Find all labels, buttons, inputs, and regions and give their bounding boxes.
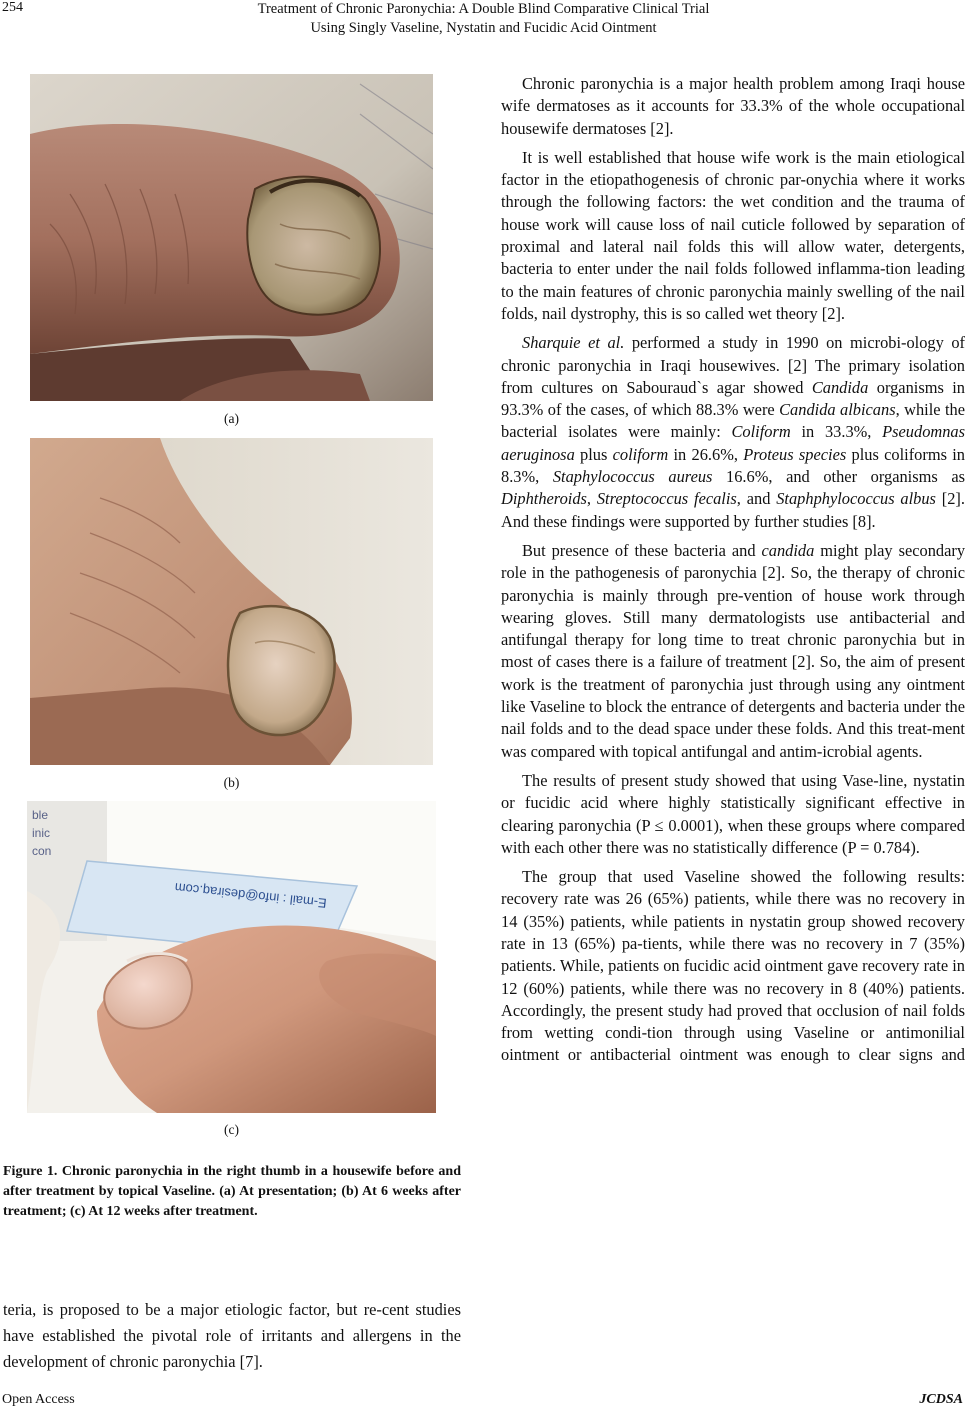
paragraph-3-text: plus	[574, 444, 613, 464]
organism-name: Staphylococcus aureus	[552, 467, 713, 487]
paragraph-3-text: 16.6%, and other organisms as	[712, 467, 965, 487]
author-citation: Sharquie et al.	[522, 333, 625, 353]
photo-a-label: (a)	[224, 411, 239, 426]
left-column-text: teria, is proposed to be a major etiologic factor, but re-cent studies have established the pivotal role of irritants and allergens in the development of chronic paronychia [7].	[3, 1300, 461, 1371]
photo-c	[27, 801, 436, 1113]
organism-name: Diphtheroids	[501, 489, 587, 509]
paragraph-2: It is well established that house wife work is the main etiological factor in the etiopathogenesis of chronic par-onychia where it works through the following factors: the wet condition and the trauma of house work will cause loss of nail cuticle followed by separation of proximal and lateral nail folds this will allow water, detergents, bacteria to enter under the nail folds followed inflamma-tion leading to the main features of chronic paronychia mainly swelling of the nail folds, nail dystrophy, this is so called wet theory [2].	[501, 147, 965, 323]
photo-c-illustration	[27, 801, 436, 1113]
photo-c-margin-scrap: con	[32, 844, 52, 858]
organism-name: Coliform	[731, 422, 791, 442]
organism-name: Pseudomnas aeruginosa	[501, 422, 965, 464]
organism-name: Streptococcus fecalis	[596, 489, 737, 509]
photo-b-label: (b)	[223, 775, 240, 790]
right-column	[501, 73, 965, 1067]
running-head-line-1: Treatment of Chronic Paronychia: A Double Blind Comparative Clinical Trial	[257, 1, 710, 17]
photo-b-illustration	[30, 438, 433, 765]
photo-c-margin-scrap: inic	[32, 826, 51, 840]
organism-name: Candida	[811, 377, 869, 397]
paragraph-1: Chronic paronychia is a major health problem among Iraqi house wife dermatoses as it accounts for 33.3% of the whole occupational housewife dermatoses [2].	[501, 74, 965, 138]
page-number: 254	[2, 0, 23, 15]
paragraph-3-text: in 33.3%,	[790, 422, 883, 442]
paragraph-3-text: organisms in 93.3% of the cases, of which 88.3% were	[501, 377, 965, 420]
paragraph-4-text: But presence of these bacteria and	[522, 540, 762, 560]
paragraph-3-text: in 26.6%,	[668, 444, 744, 464]
paragraph-5: The results of present study showed that using Vase-line, nystatin or fucidic acid where highly statistically significant effective in clearing paronychia (P ≤ 0.0001), when these groups where compared with each other there was no statistically difference (P = 0.784).	[501, 770, 965, 857]
paragraph-4-text: might play secondary role in the pathogenesis of paronychia [2]. So, the therapy of chronic paronychia is mainly through pre-vention of house work through wearing gloves. Still many dermatologists use antibacterial and antifungal therapy for long time to treat chronic paronychia but in most of cases there is a failure of treatment [2]. So, the aim of present work is the treatment of paronychia just through using any ointment like Vaseline to block the entrance of detergents and bacteria under the nail folds and to the dead space under these folds. And this treat-ment was compared with topical antifungal and antim-icrobial agents.	[501, 540, 966, 761]
running-head-line-2: Using Singly Vaseline, Nystatin and Fucidic Acid Ointment	[310, 20, 657, 36]
organism-name: Candida albicans	[779, 400, 896, 420]
paragraph-3-text: plus coliforms in 8.3%,	[501, 444, 965, 487]
footer-journal: JCDSA	[919, 1392, 963, 1407]
photo-c-margin-scrap: ble	[32, 808, 49, 822]
footer-open-access: Open Access	[2, 1392, 75, 1407]
organism-name: Proteus species	[743, 444, 847, 464]
running-head	[0, 0, 967, 38]
figure-caption: Figure 1. Chronic paronychia in the right thumb in a housewife before and after treatment by topical Vaseline. (a) At presentation; (b) At 6 weeks after treatment; (c) At 12 weeks after treatment.	[3, 1164, 461, 1219]
photo-b	[30, 438, 433, 765]
paragraph-6: The group that used Vaseline showed the following results: recovery rate was 26 (65%) patients, while there was no recovery in 14 (35%) patients, while patients in nystatin group showed recovery rate in 13 (65%) pa-tients, while there was no recovery in 7 (35%) patients. While, patients on fucidic acid ointment gave recovery rate in 12 (60%) patients, while there was no recovery in 8 (40%) patients. Accordingly, the present study had proved that occlusion of nail folds from wetting condi-tion through using Vaseline or antimonilial ointment or antibacterial ointment was enough to clear signs and	[501, 867, 965, 1065]
paragraph-3-text: , and	[736, 489, 777, 509]
organism-name: Staphphylococcus albus	[776, 489, 936, 509]
organism-name: coliform	[612, 444, 669, 464]
photo-a-illustration	[30, 74, 433, 401]
photo-c-sheet-text: E-mail : info@desiraq.com	[173, 880, 328, 911]
paragraph-4	[501, 540, 965, 763]
paragraph-3-text: [2]. And these findings were supported by further studies [8].	[501, 489, 965, 531]
paragraph-3	[501, 332, 965, 533]
photo-c-label: (c)	[224, 1122, 239, 1137]
paragraph-3-text: performed a study in 1990 on microbi-ology of chronic paronychia in Iraqi housewives. [2] The primary isolation from cultures on Sabouraud`s agar showed	[501, 333, 965, 397]
photo-a	[30, 74, 433, 401]
organism-name: candida	[761, 540, 815, 560]
paragraph-3-text: ,	[586, 489, 597, 509]
paragraph-3-text: , while the bacterial isolates were mainly:	[501, 400, 965, 442]
